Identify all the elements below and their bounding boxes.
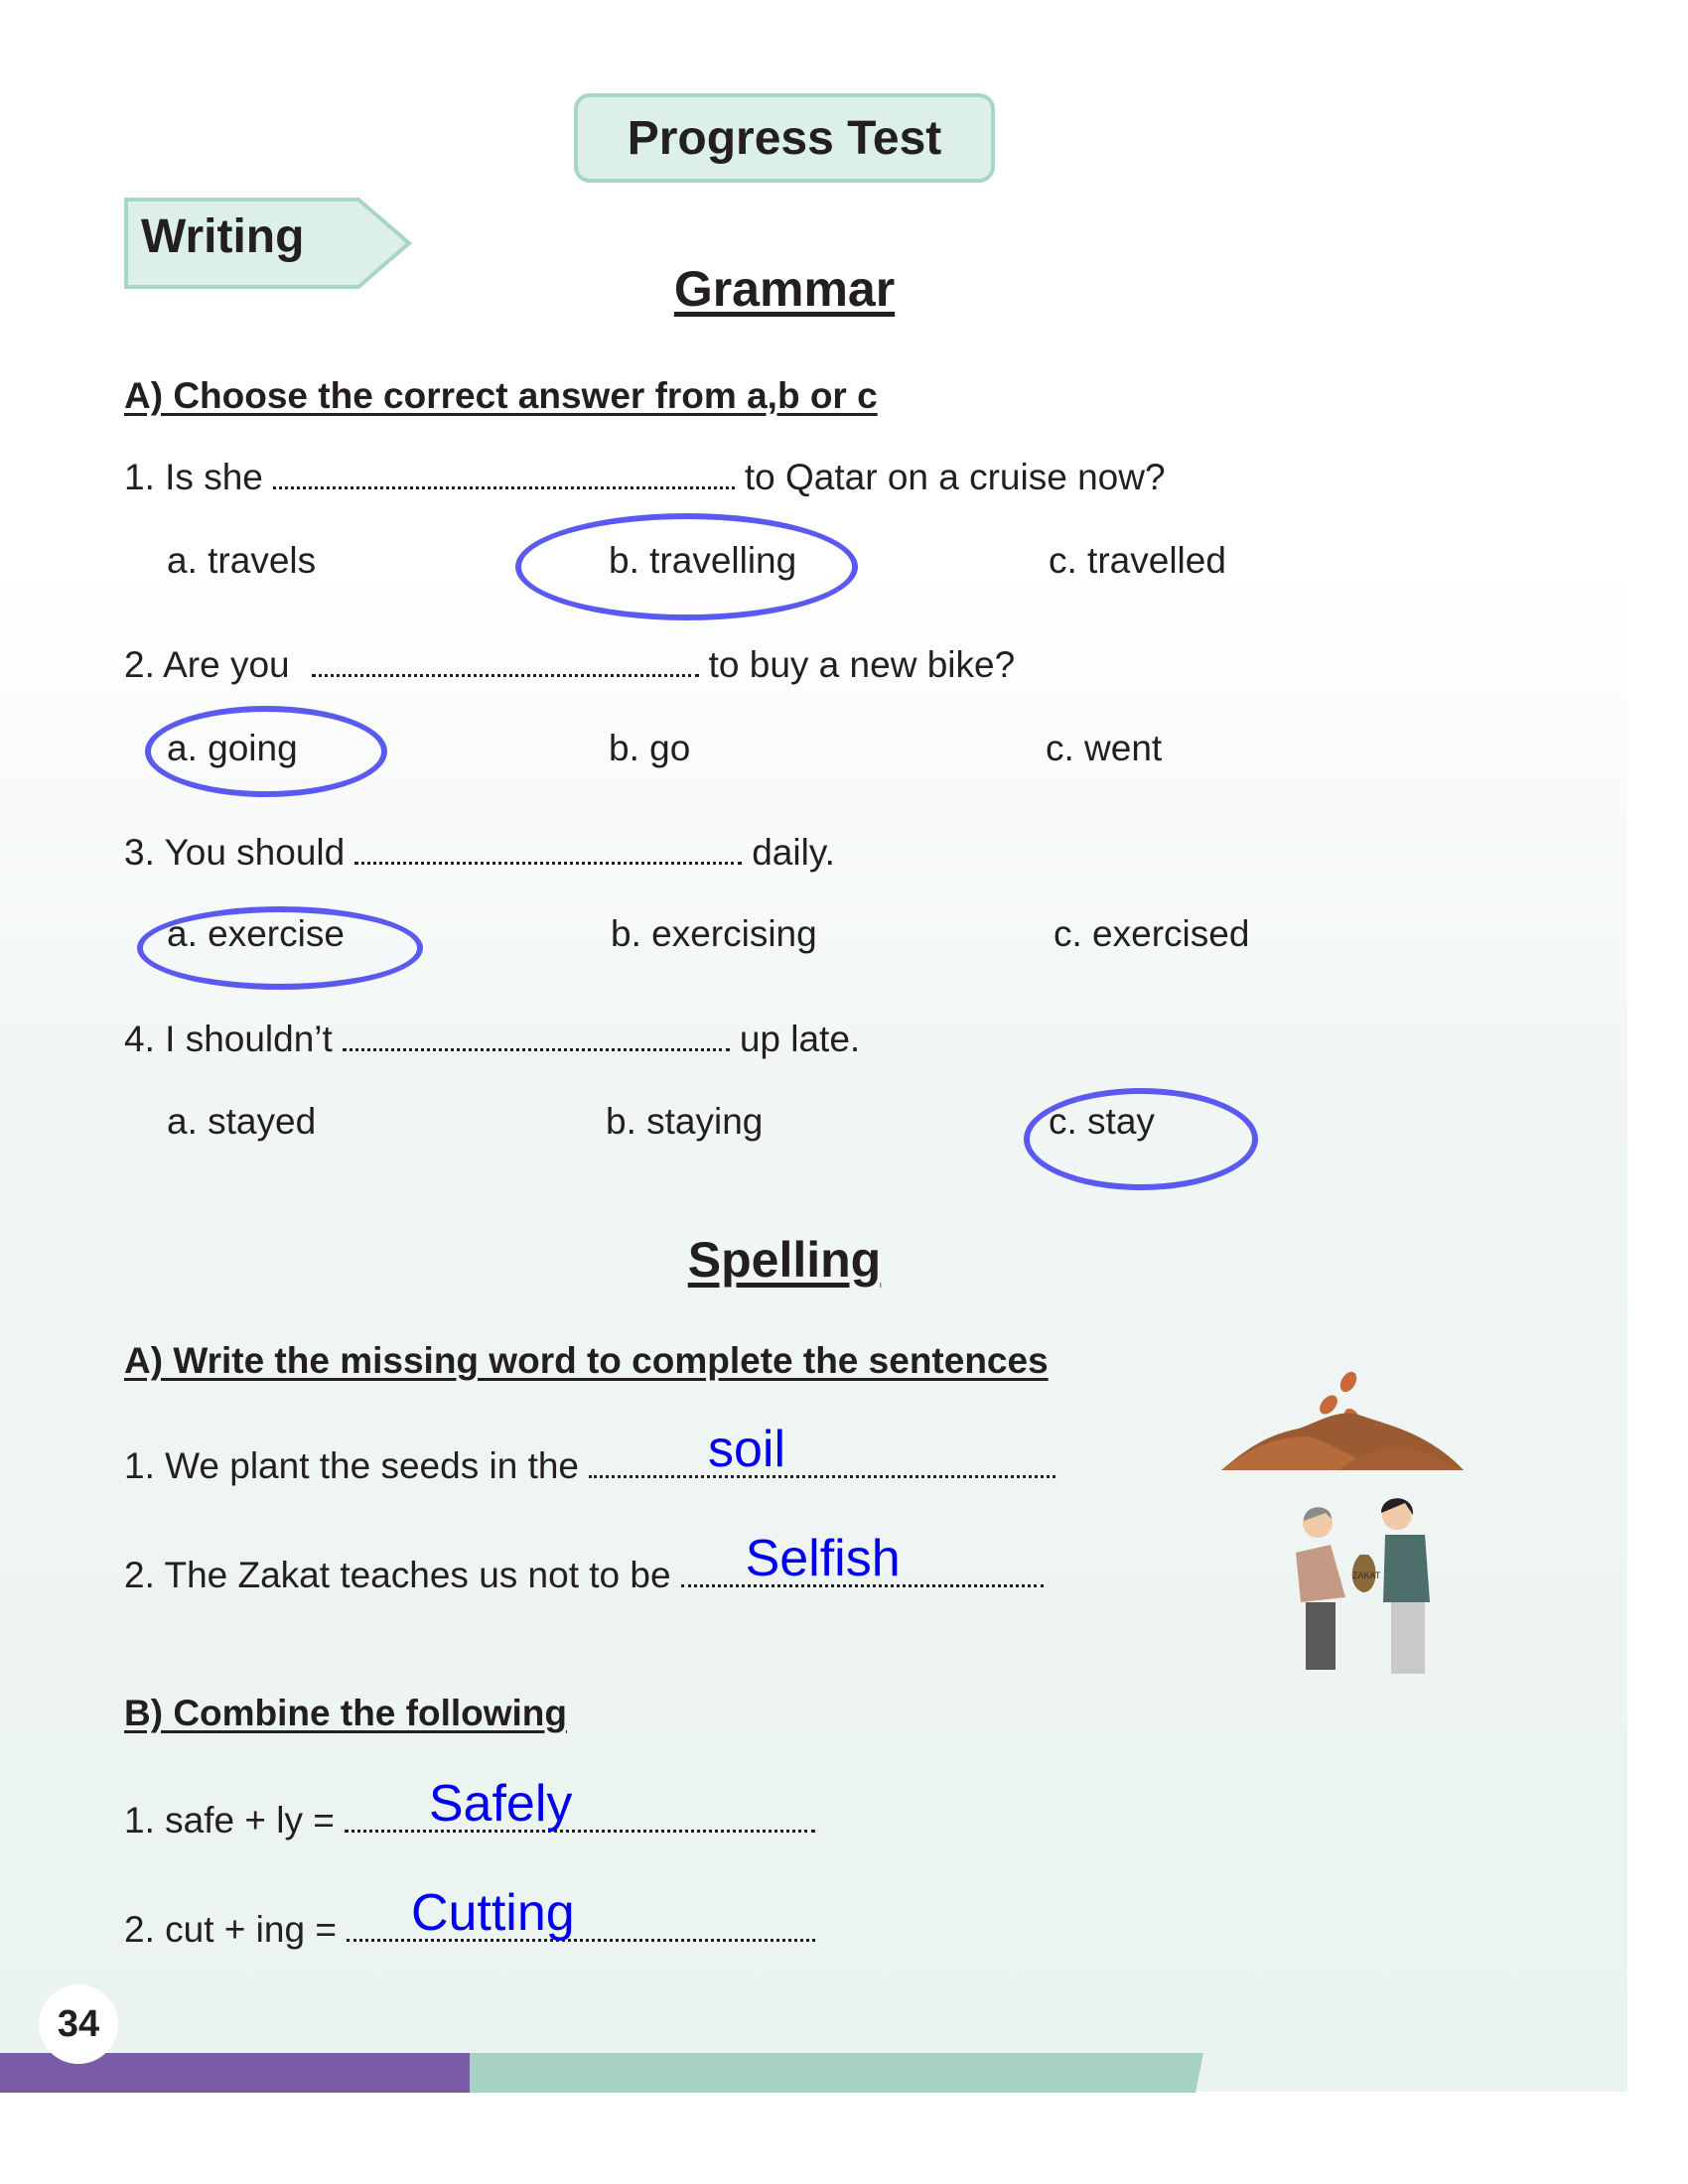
question-text: daily. [752, 832, 835, 873]
sentence-text: 2. cut + ing = [124, 1909, 337, 1950]
combine-item-2 [124, 1884, 825, 1951]
handwritten-answer: Cutting [410, 1884, 575, 1942]
option-b[interactable]: b. travelling [609, 540, 797, 581]
zakat-giving-illustration [1276, 1493, 1445, 1682]
selected-answer-circle [137, 906, 423, 990]
option-b[interactable]: b. go [609, 728, 691, 768]
option-c[interactable]: c. stay [1049, 1101, 1155, 1142]
answer-blank[interactable] [347, 1884, 815, 1942]
grammar-instruction: A) Choose the correct answer from a,b or c [124, 375, 878, 416]
option-a[interactable]: a. stayed [167, 1101, 317, 1142]
answer-blank[interactable] [354, 832, 742, 865]
question-text: 3. You should [124, 832, 346, 873]
option-b[interactable]: b. staying [606, 1101, 764, 1142]
answer-blank[interactable] [343, 1019, 730, 1051]
option-c[interactable]: c. travelled [1049, 540, 1226, 581]
option-c[interactable]: c. went [1046, 728, 1163, 768]
option-a[interactable]: a. going [167, 728, 298, 768]
selected-answer-circle [515, 513, 858, 620]
question-4 [124, 1019, 860, 1060]
spelling-heading: Spelling [687, 1232, 882, 1288]
section-tab-label: Writing [141, 210, 305, 263]
question-text: 1. Is she [124, 457, 263, 497]
answer-blank[interactable] [589, 1421, 1055, 1478]
option-b[interactable]: b. exercising [611, 913, 817, 954]
sentence-text: 1. We plant the seeds in the [124, 1445, 580, 1486]
selected-answer-circle [1024, 1088, 1258, 1190]
answer-blank[interactable] [312, 644, 699, 677]
option-a[interactable]: a. exercise [167, 913, 345, 954]
handwritten-answer: Selfish [745, 1530, 901, 1587]
question-1 [124, 457, 1166, 498]
question-text: 2. Are you [124, 644, 290, 685]
sentence-text: 1. safe + ly = [124, 1800, 335, 1841]
handwritten-answer: soil [708, 1421, 786, 1478]
question-3 [124, 832, 835, 874]
answer-blank[interactable] [345, 1775, 815, 1833]
option-c[interactable]: c. exercised [1054, 913, 1250, 954]
combine-item-1 [124, 1775, 825, 1842]
page-title: Progress Test [574, 93, 995, 183]
footer-bar [0, 2053, 1211, 2093]
selected-answer-circle [145, 706, 387, 797]
grammar-heading: Grammar [673, 261, 896, 317]
sentence-text: 2. The Zakat teaches us not to be [124, 1555, 671, 1595]
spelling-part-b-instruction: B) Combine the following [124, 1693, 568, 1733]
soil-seeds-illustration [1219, 1337, 1466, 1472]
zakat-bag-label: ZAKAT [1352, 1570, 1381, 1580]
question-text: 4. I shouldn’t [124, 1019, 333, 1059]
question-2 [124, 644, 1015, 686]
option-a[interactable]: a. travels [167, 540, 317, 581]
question-text: to Qatar on a cruise now? [744, 457, 1166, 497]
question-text: up late. [739, 1019, 861, 1059]
spelling-item-1 [124, 1421, 1065, 1487]
spelling-item-2 [124, 1530, 1054, 1596]
answer-blank[interactable] [681, 1530, 1044, 1587]
handwritten-answer: Safely [428, 1775, 573, 1833]
page-number: 34 [39, 1984, 118, 2064]
question-text: to buy a new bike? [708, 644, 1016, 685]
answer-blank[interactable] [273, 457, 735, 489]
spelling-part-a-instruction: A) Write the missing word to complete the sentences [124, 1340, 1049, 1381]
